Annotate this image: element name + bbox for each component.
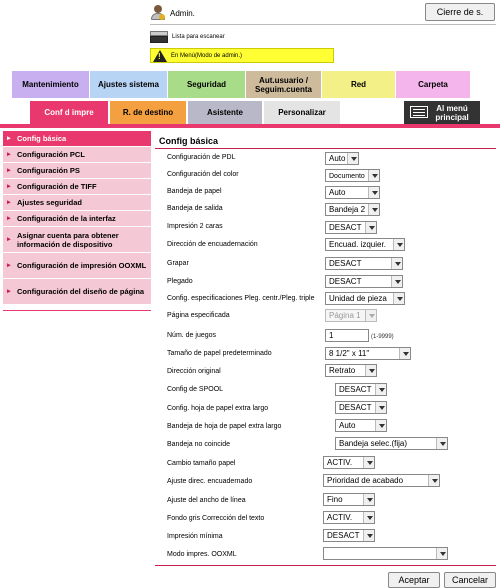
job-list-link[interactable] [150, 30, 225, 44]
select-encuadernacion[interactable]: Encuad. izquier. [325, 238, 405, 251]
label-encuadernacion: Dirección de encuadernación [167, 241, 258, 248]
warning-icon: ! [153, 50, 167, 62]
sub-tabs [30, 101, 496, 124]
sidebar-item-interfaz[interactable]: ▶ Configuración de la interfaz [3, 211, 151, 227]
label-spool: Config de SPOOL [167, 386, 224, 393]
select-grapar[interactable]: DESACT [325, 257, 403, 270]
header-divider [150, 24, 496, 25]
label-plegado: Plegado [167, 278, 193, 285]
section-divider [155, 148, 496, 149]
logout-button[interactable]: Cierre de s. [425, 3, 495, 21]
label-ooxml: Modo impres. OOXML [167, 551, 237, 558]
label-2-caras: Impresión 2 caras [167, 223, 223, 230]
label-cambio-tamano: Cambio tamaño papel [167, 460, 236, 467]
tab-ajustes-sistema[interactable]: Ajustes sistema [90, 71, 168, 98]
select-2-caras[interactable]: DESACT [325, 221, 377, 234]
select-bandeja-no-coincide[interactable]: Bandeja selec.(fija) [335, 437, 448, 450]
select-ooxml[interactable] [323, 547, 448, 560]
label-bandeja-papel: Bandeja de papel [167, 188, 222, 195]
select-cambio-tamano[interactable]: ACTIV. [323, 456, 375, 469]
select-ajuste-encuadernado[interactable]: Prioridad de acabado [323, 474, 440, 487]
tab-red[interactable]: Red [322, 71, 396, 98]
sidebar [3, 131, 151, 305]
admin-user-indicator [150, 4, 195, 22]
sidebar-item-seguridad[interactable]: ▶ Ajustes seguridad [3, 195, 151, 211]
tab-asistente[interactable]: Asistente [188, 101, 262, 124]
tab-autenticacion[interactable]: Aut.usuario / Seguim.cuenta [246, 71, 322, 98]
select-pdl[interactable]: Auto [325, 152, 359, 165]
select-plegado[interactable]: DESACT [325, 275, 403, 288]
scanner-icon [150, 31, 168, 43]
menu-icon [410, 106, 428, 118]
label-ancho-linea: Ajuste del ancho de línea [167, 497, 246, 504]
label-fondo-gris: Fondo gris Corrección del texto [167, 515, 265, 522]
sidebar-item-asignar-cuenta[interactable]: ▶ Asignar cuenta para obtener información de dispositivo [3, 227, 151, 253]
input-num-juegos[interactable]: 1 [325, 329, 369, 342]
label-bandeja-no-coincide: Bandeja no coincide [167, 441, 231, 448]
select-fondo-gris[interactable]: ACTIV. [323, 511, 375, 524]
label-papel-extra-largo: Config. hoja de papel extra largo [167, 405, 269, 412]
main-menu-label: Al menú principal [435, 103, 469, 122]
tab-r-de-destino[interactable]: R. de destino [110, 101, 186, 124]
label-impresion-minima: Impresión mínima [167, 533, 223, 540]
tab-personalizar[interactable]: Personalizar [264, 101, 340, 124]
accept-button[interactable]: Aceptar [388, 572, 440, 588]
select-color[interactable]: Documento [325, 169, 380, 182]
main-menu-button[interactable] [404, 101, 480, 124]
select-spool[interactable]: DESACT [335, 383, 387, 396]
cancel-button[interactable]: Cancelar [444, 572, 496, 588]
admin-mode-banner [150, 48, 334, 63]
tab-conf-impre[interactable]: Conf d impre [30, 101, 108, 124]
label-bandeja-extra-largo: Bandeja de hoja de papel extra largo [167, 423, 282, 430]
tab-mantenimiento[interactable]: Mantenimiento [12, 71, 90, 98]
label-pleg-triple: Config. especificaciones Pleg. centr./Pleg. triple [167, 295, 315, 302]
select-ancho-linea[interactable]: Fino [323, 493, 375, 506]
select-impresion-minima[interactable]: DESACT [323, 529, 375, 542]
job-list-label: Lista para escanear [172, 34, 225, 40]
select-bandeja-papel[interactable]: Auto [325, 186, 380, 199]
select-pagina-especificada: Página 1 [325, 309, 377, 322]
select-tamano-papel[interactable]: 8 1/2" x 11" [325, 347, 411, 360]
tab-seguridad[interactable]: Seguridad [168, 71, 246, 98]
tab-underline [0, 124, 500, 128]
sidebar-item-tiff[interactable]: ▶ Configuración de TIFF [3, 179, 151, 195]
sidebar-divider [3, 310, 151, 311]
label-grapar: Grapar [167, 260, 189, 267]
section-title: Config básica [159, 136, 219, 146]
label-num-juegos: Núm. de juegos [167, 332, 217, 339]
main-tabs [12, 71, 471, 98]
label-ajuste-encuadernado: Ajuste direc. encuadernado [167, 478, 253, 485]
label-direccion-original: Dirección original [167, 368, 221, 375]
sidebar-item-config-basica[interactable]: ▶ Config básica [3, 131, 151, 147]
sidebar-item-diseno-pagina[interactable]: ▶ Configuración del diseño de página [3, 279, 151, 305]
label-color: Configuración del color [167, 171, 239, 178]
num-juegos-range: (1-9999) [371, 334, 394, 340]
label-pagina-especificada: Página especificada [167, 312, 230, 319]
label-pdl: Configuración de PDL [167, 154, 236, 161]
sidebar-item-pcl[interactable]: ▶ Configuración PCL [3, 147, 151, 163]
select-direccion-original[interactable]: Retrato [325, 364, 377, 377]
select-bandeja-salida[interactable]: Bandeja 2 [325, 203, 380, 216]
sidebar-item-ps[interactable]: ▶ Configuración PS [3, 163, 151, 179]
select-bandeja-extra-largo[interactable]: Auto [335, 419, 387, 432]
label-tamano-papel: Tamaño de papel predeterminado [167, 350, 272, 357]
admin-mode-label: En Menú(Modo de admin.) [171, 52, 243, 59]
admin-user-icon [150, 5, 166, 21]
footer-divider [155, 565, 496, 566]
tab-carpeta[interactable]: Carpeta [396, 71, 471, 98]
label-bandeja-salida: Bandeja de salida [167, 205, 223, 212]
sidebar-item-ooxml[interactable]: ▶ Configuración de impresión OOXML [3, 253, 151, 279]
select-papel-extra-largo[interactable]: DESACT [335, 401, 387, 414]
admin-user-label: Admin. [170, 8, 195, 18]
select-pleg-triple[interactable]: Unidad de pieza [325, 292, 405, 305]
